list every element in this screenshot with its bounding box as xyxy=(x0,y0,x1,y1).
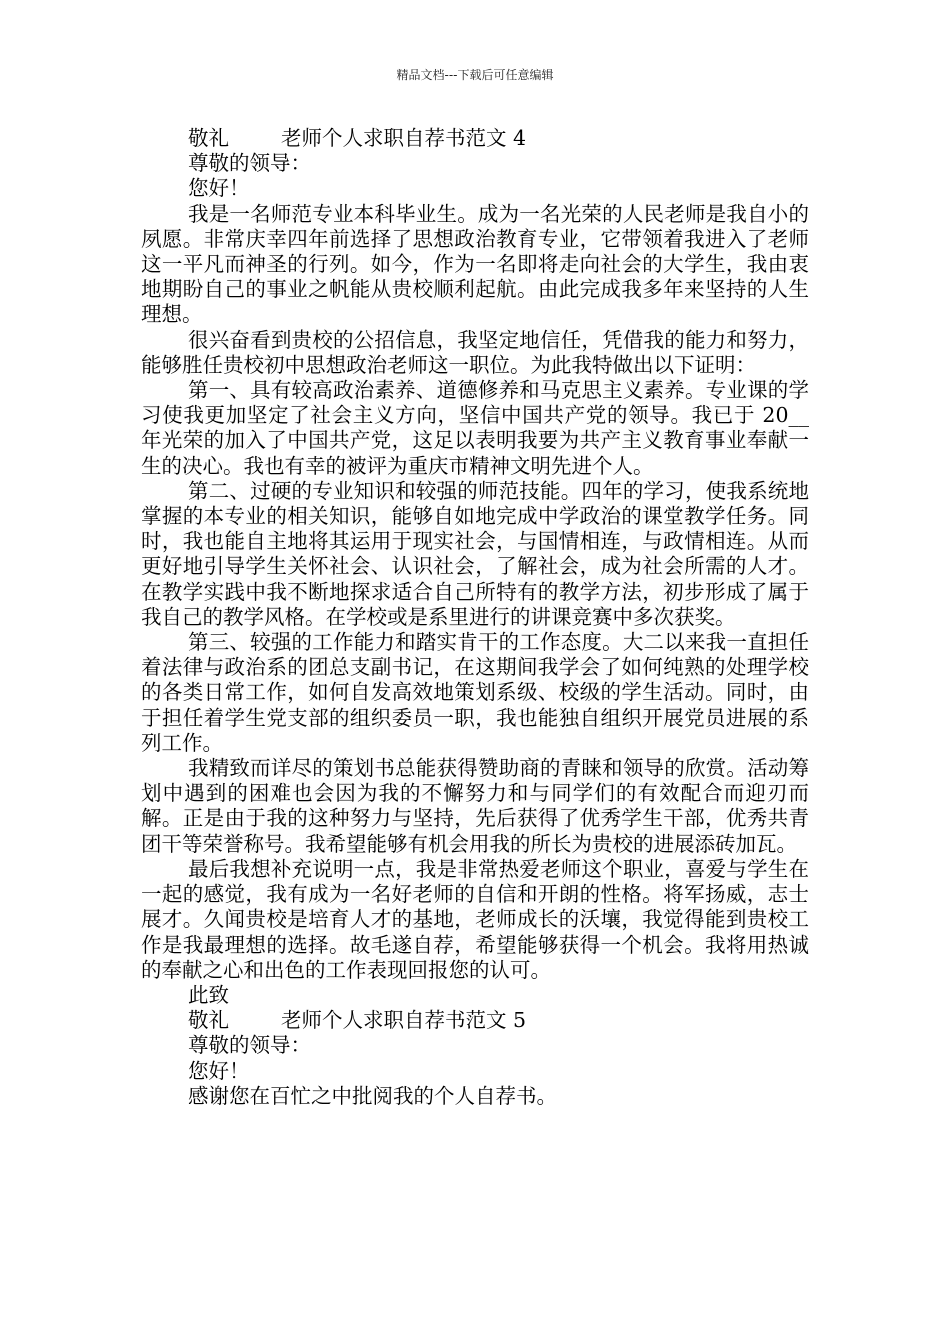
closing-salute: 敬礼 xyxy=(188,126,229,150)
salutation: 尊敬的领导： xyxy=(188,1033,311,1058)
closing-line: 此致 xyxy=(188,982,229,1007)
section-title: 老师个人求职自荐书范文 4 xyxy=(281,126,527,150)
greeting: 您好！ xyxy=(188,176,250,201)
page-header: 精品文档---下载后可任意编辑 xyxy=(396,68,554,82)
section-title: 老师个人求职自荐书范文 5 xyxy=(281,1008,527,1033)
section-title-line xyxy=(141,1008,809,1033)
paragraph: 我精致而详尽的策划书总能获得赞助商的青睐和领导的欣赏。活动筹划中遇到的困难也会因为我的不懈努力和与同学们的有效配合而迎刃而解。正是由于我的这种努力与坚持，先后获得了优秀学生干部，优秀共青团干等荣誉称号。我希望能够有机会用我的所长为贵校的进展添砖加瓦。 xyxy=(141,756,809,856)
section-title-line xyxy=(141,126,809,151)
document-body xyxy=(141,126,809,1109)
paragraph: 感谢您在百忙之中批阅我的个人自荐书。 xyxy=(188,1083,557,1108)
greeting: 您好！ xyxy=(188,1058,250,1083)
paragraph: 很兴奋看到贵校的公招信息，我坚定地信任，凭借我的能力和努力，能够胜任贵校初中思想政治老师这一职位。为此我特做出以下证明： xyxy=(141,327,809,377)
paragraph: 第一、具有较高政治素养、道德修养和马克思主义素养。专业课的学习使我更加坚定了社会主义方向，坚信中国共产党的领导。我已于 20__年光荣的加入了中国共产党，这足以表明我要为共产主义教育事业奉献一生的决心。我也有幸的被评为重庆市精神文明先进个人。 xyxy=(141,378,809,478)
paragraph: 我是一名师范专业本科毕业生。成为一名光荣的人民老师是我自小的夙愿。非常庆幸四年前选择了思想政治教育专业，它带领着我进入了老师这一平凡而神圣的行列。如今，作为一名即将走向社会的大学生，我由衷地期盼自己的事业之帆能从贵校顺利起航。由此完成我多年来坚持的人生理想。 xyxy=(141,201,809,327)
paragraph: 最后我想补充说明一点，我是非常热爱老师这个职业，喜爱与学生在一起的感觉，我有成为一名好老师的自信和开朗的性格。将军扬威，志士展才。久闻贵校是培育人才的基地，老师成长的沃壤，我觉得能到贵校工作是我最理想的选择。故毛遂自荐，希望能够获得一个机会。我将用热诚的奉献之心和出色的工作表现回报您的认可。 xyxy=(141,856,809,982)
paragraph: 第三、较强的工作能力和踏实肯干的工作态度。大二以来我一直担任着法律与政治系的团总支副书记，在这期间我学会了如何纯熟的处理学校的各类日常工作，如何自发高效地策划系级、校级的学生活动。同时，由于担任着学生党支部的组织委员一职，我也能独自组织开展党员进展的系列工作。 xyxy=(141,630,809,755)
salutation: 尊敬的领导： xyxy=(188,151,311,176)
paragraph: 第二、过硬的专业知识和较强的师范技能。四年的学习，使我系统地掌握的本专业的相关知识，能够自如地完成中学政治的课堂教学任务。同时，我也能自主地将其运用于现实社会，与国情相连，与政情相连。从而更好地引导学生关怀社会、认识社会，了解社会，成为社会所需的人才。在教学实践中我不断地探求适合自己所特有的教学方法，初步形成了属于我自己的教学风格。在学校或是系里进行的讲课竞赛中多次获奖。 xyxy=(141,478,809,629)
closing-salute: 敬礼 xyxy=(188,1008,229,1033)
